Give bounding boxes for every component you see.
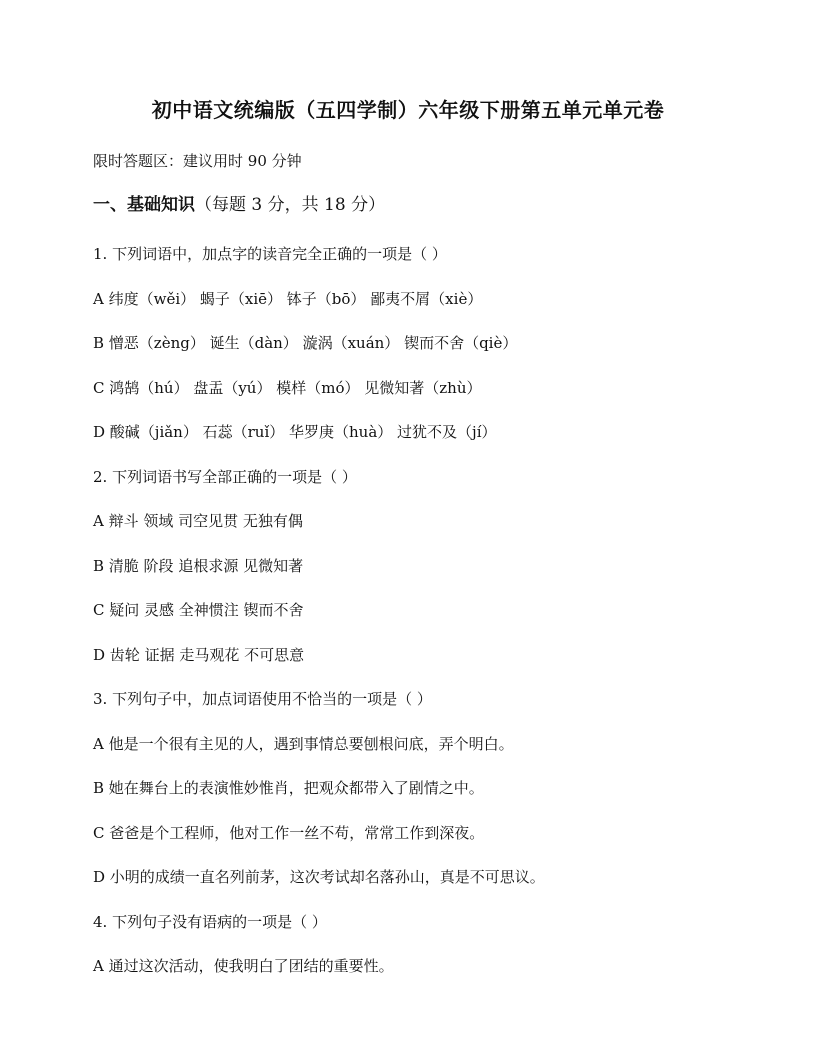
question-2-option-b: B 清脆 阶段 追根求源 见微知著 (93, 557, 304, 575)
page-title: 初中语文统编版（五四学制）六年级下册第五单元单元卷 (151, 98, 665, 122)
question-1-option-b: B 憎恶（zèng） 诞生（dàn） 漩涡（xuán） 锲而不舍（qiè） (93, 334, 518, 352)
question-2-option-a: A 辩斗 领域 司空见贯 无独有偶 (93, 512, 303, 530)
question-4-stem: 4. 下列句子没有语病的一项是（ ） (93, 913, 327, 931)
question-1-option-a: A 纬度（wěi） 蝎子（xiē） 钵子（bō） 鄙夷不屑（xiè） (93, 290, 483, 308)
question-4-option-a: A 通过这次活动，使我明白了团结的重要性。 (93, 957, 394, 975)
question-2-option-d: D 齿轮 证据 走马观花 不可思意 (93, 646, 305, 664)
time-note: 限时答题区：建议用时 90 分钟 (93, 152, 302, 170)
section-title: 一、基础知识 (93, 195, 195, 215)
question-1-option-d: D 酸碱（jiǎn） 石蕊（ruǐ） 华罗庚（huà） 过犹不及（jí） (93, 423, 497, 441)
question-1-stem: 1. 下列词语中，加点字的读音完全正确的一项是（ ） (93, 245, 447, 263)
question-2-option-c: C 疑问 灵感 全神惯注 锲而不舍 (93, 601, 304, 619)
section-heading (93, 194, 385, 216)
question-3-stem: 3. 下列句子中，加点词语使用不恰当的一项是（ ） (93, 690, 432, 708)
question-3-option-b: B 她在舞台上的表演惟妙惟肖，把观众都带入了剧情之中。 (93, 779, 484, 797)
question-1-option-c: C 鸿鹄（hú） 盘盂（yú） 模样（mó） 见微知著（zhù） (93, 379, 482, 397)
question-3-option-d: D 小明的成绩一直名列前茅，这次考试却名落孙山，真是不可思议。 (93, 868, 545, 886)
question-2-stem: 2. 下列词语书写全部正确的一项是（ ） (93, 468, 357, 486)
question-3-option-a: A 他是一个很有主见的人，遇到事情总要刨根问底，弄个明白。 (93, 735, 514, 753)
question-3-option-c: C 爸爸是个工程师，他对工作一丝不苟，常常工作到深夜。 (93, 824, 485, 842)
section-scoring: （每题 3 分，共 18 分） (195, 195, 386, 215)
